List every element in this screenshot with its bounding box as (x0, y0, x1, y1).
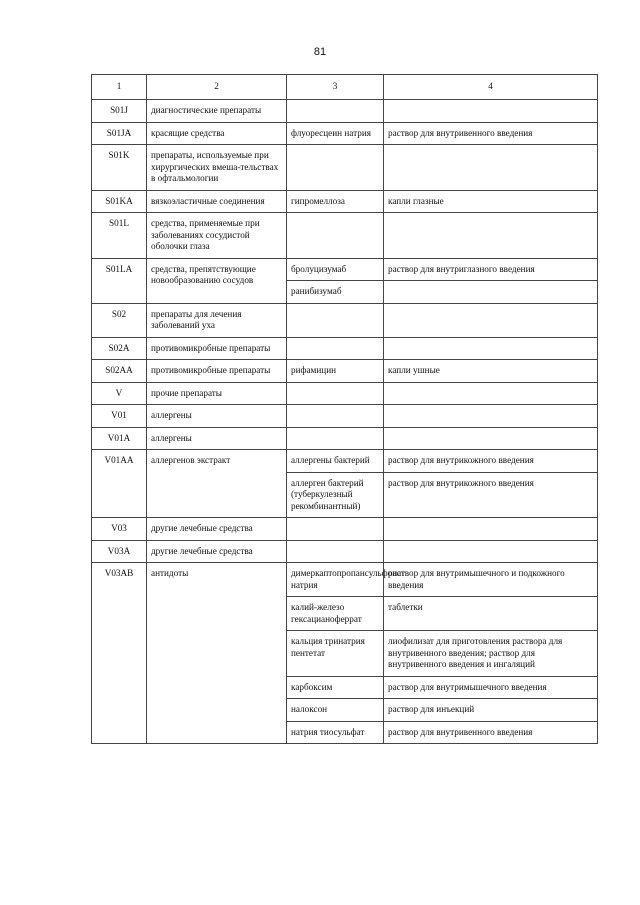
group-name-cell: красящие средства (147, 122, 287, 145)
atc-code-cell: S01K (92, 145, 147, 191)
atc-code-cell: V (92, 382, 147, 405)
group-name-cell: препараты для лечения заболеваний уха (147, 303, 287, 337)
dosage-form-cell (384, 145, 598, 191)
table-row (92, 450, 598, 473)
dosage-form-cell: раствор для внутрикожного введения (384, 450, 598, 473)
atc-code-cell: S01L (92, 213, 147, 259)
drug-name-cell: ранибизумаб (287, 281, 384, 304)
dosage-form-cell (384, 518, 598, 541)
dosage-form-cell: раствор для внутривенного введения (384, 721, 598, 744)
dosage-form-cell (384, 540, 598, 563)
drug-name-cell: рифамицин (287, 360, 384, 383)
atc-code-cell: S02AA (92, 360, 147, 383)
column-header: 1 (92, 75, 147, 100)
drug-name-cell (287, 405, 384, 428)
group-name-cell: противомикробные препараты (147, 337, 287, 360)
drug-name-cell: карбоксим (287, 676, 384, 699)
group-name-cell: аллергены (147, 427, 287, 450)
dosage-form-cell: таблетки (384, 597, 598, 631)
dosage-form-cell: раствор для инъекций (384, 699, 598, 722)
drug-name-cell: гипромеллоза (287, 190, 384, 213)
table-row (92, 190, 598, 213)
drug-name-cell: димеркаптопропансульфонат натрия (287, 563, 384, 597)
group-name-cell: противомикробные препараты (147, 360, 287, 383)
drug-name-cell: натрия тиосульфат (287, 721, 384, 744)
drug-name-cell (287, 337, 384, 360)
dosage-form-cell: раствор для внутримышечного и подкожного введения (384, 563, 598, 597)
drug-name-cell (287, 540, 384, 563)
table-row (92, 427, 598, 450)
dosage-form-cell: раствор для внутриглазного введения (384, 258, 598, 281)
drug-name-cell (287, 303, 384, 337)
drug-name-cell: калий-железо гексацианоферрат (287, 597, 384, 631)
table-row (92, 382, 598, 405)
drug-table (91, 74, 598, 744)
dosage-form-cell: капли глазные (384, 190, 598, 213)
table-row (92, 540, 598, 563)
drug-name-cell (287, 382, 384, 405)
group-name-cell: препараты, используемые при хирургических вмеша-тельствах в офтальмологии (147, 145, 287, 191)
group-name-cell: антидоты (147, 563, 287, 744)
column-header-row (92, 75, 598, 100)
group-name-cell: другие лечебные средства (147, 540, 287, 563)
drug-name-cell: кальция тринатрия пентетат (287, 631, 384, 677)
dosage-form-cell: лиофилизат для приготовления раствора для внутривенного введения; раствор для внутривенного введения и ингаляций (384, 631, 598, 677)
group-name-cell: другие лечебные средства (147, 518, 287, 541)
atc-code-cell: V01A (92, 427, 147, 450)
dosage-form-cell: раствор для внутривенного введения (384, 122, 598, 145)
column-header: 2 (147, 75, 287, 100)
table-row (92, 303, 598, 337)
table-row (92, 122, 598, 145)
group-name-cell: аллергены (147, 405, 287, 428)
dosage-form-cell (384, 213, 598, 259)
drug-name-cell: аллерген бактерий (туберкулезный рекомбинантный) (287, 472, 384, 518)
group-name-cell: диагностические препараты (147, 100, 287, 123)
drug-name-cell: аллергены бактерий (287, 450, 384, 473)
dosage-form-cell (384, 100, 598, 123)
table-row (92, 258, 598, 281)
group-name-cell: средства, применяемые при заболеваниях сосудистой оболочки глаза (147, 213, 287, 259)
dosage-form-cell (384, 337, 598, 360)
dosage-form-cell: раствор для внутрикожного введения (384, 472, 598, 518)
table-row (92, 145, 598, 191)
atc-code-cell: V03 (92, 518, 147, 541)
dosage-form-cell (384, 281, 598, 304)
atc-code-cell: S01J (92, 100, 147, 123)
drug-name-cell (287, 145, 384, 191)
atc-code-cell: S01KA (92, 190, 147, 213)
dosage-form-cell: раствор для внутримышечного введения (384, 676, 598, 699)
drug-table-body (92, 75, 598, 744)
table-row (92, 518, 598, 541)
column-header: 4 (384, 75, 598, 100)
dosage-form-cell (384, 382, 598, 405)
atc-code-cell: S01JA (92, 122, 147, 145)
table-row (92, 360, 598, 383)
drug-name-cell (287, 427, 384, 450)
atc-code-cell: V03A (92, 540, 147, 563)
atc-code-cell: S02 (92, 303, 147, 337)
group-name-cell: прочие препараты (147, 382, 287, 405)
page-number: 81 (313, 46, 327, 58)
dosage-form-cell (384, 303, 598, 337)
table-row (92, 563, 598, 597)
table-row (92, 100, 598, 123)
dosage-form-cell (384, 427, 598, 450)
atc-code-cell: V03AB (92, 563, 147, 744)
table-row (92, 405, 598, 428)
drug-name-cell (287, 100, 384, 123)
table-row (92, 213, 598, 259)
group-name-cell: вязкоэластичные соединения (147, 190, 287, 213)
group-name-cell: аллергенов экстракт (147, 450, 287, 518)
dosage-form-cell: капли ушные (384, 360, 598, 383)
drug-name-cell (287, 213, 384, 259)
dosage-form-cell (384, 405, 598, 428)
column-header: 3 (287, 75, 384, 100)
atc-code-cell: S02A (92, 337, 147, 360)
drug-name-cell: флуоресцеин натрия (287, 122, 384, 145)
drug-name-cell (287, 518, 384, 541)
group-name-cell: средства, препятствующие новообразованию сосудов (147, 258, 287, 303)
atc-code-cell: S01LA (92, 258, 147, 303)
atc-code-cell: V01AA (92, 450, 147, 518)
drug-name-cell: бролуцизумаб (287, 258, 384, 281)
table-row (92, 337, 598, 360)
drug-name-cell: налоксон (287, 699, 384, 722)
atc-code-cell: V01 (92, 405, 147, 428)
